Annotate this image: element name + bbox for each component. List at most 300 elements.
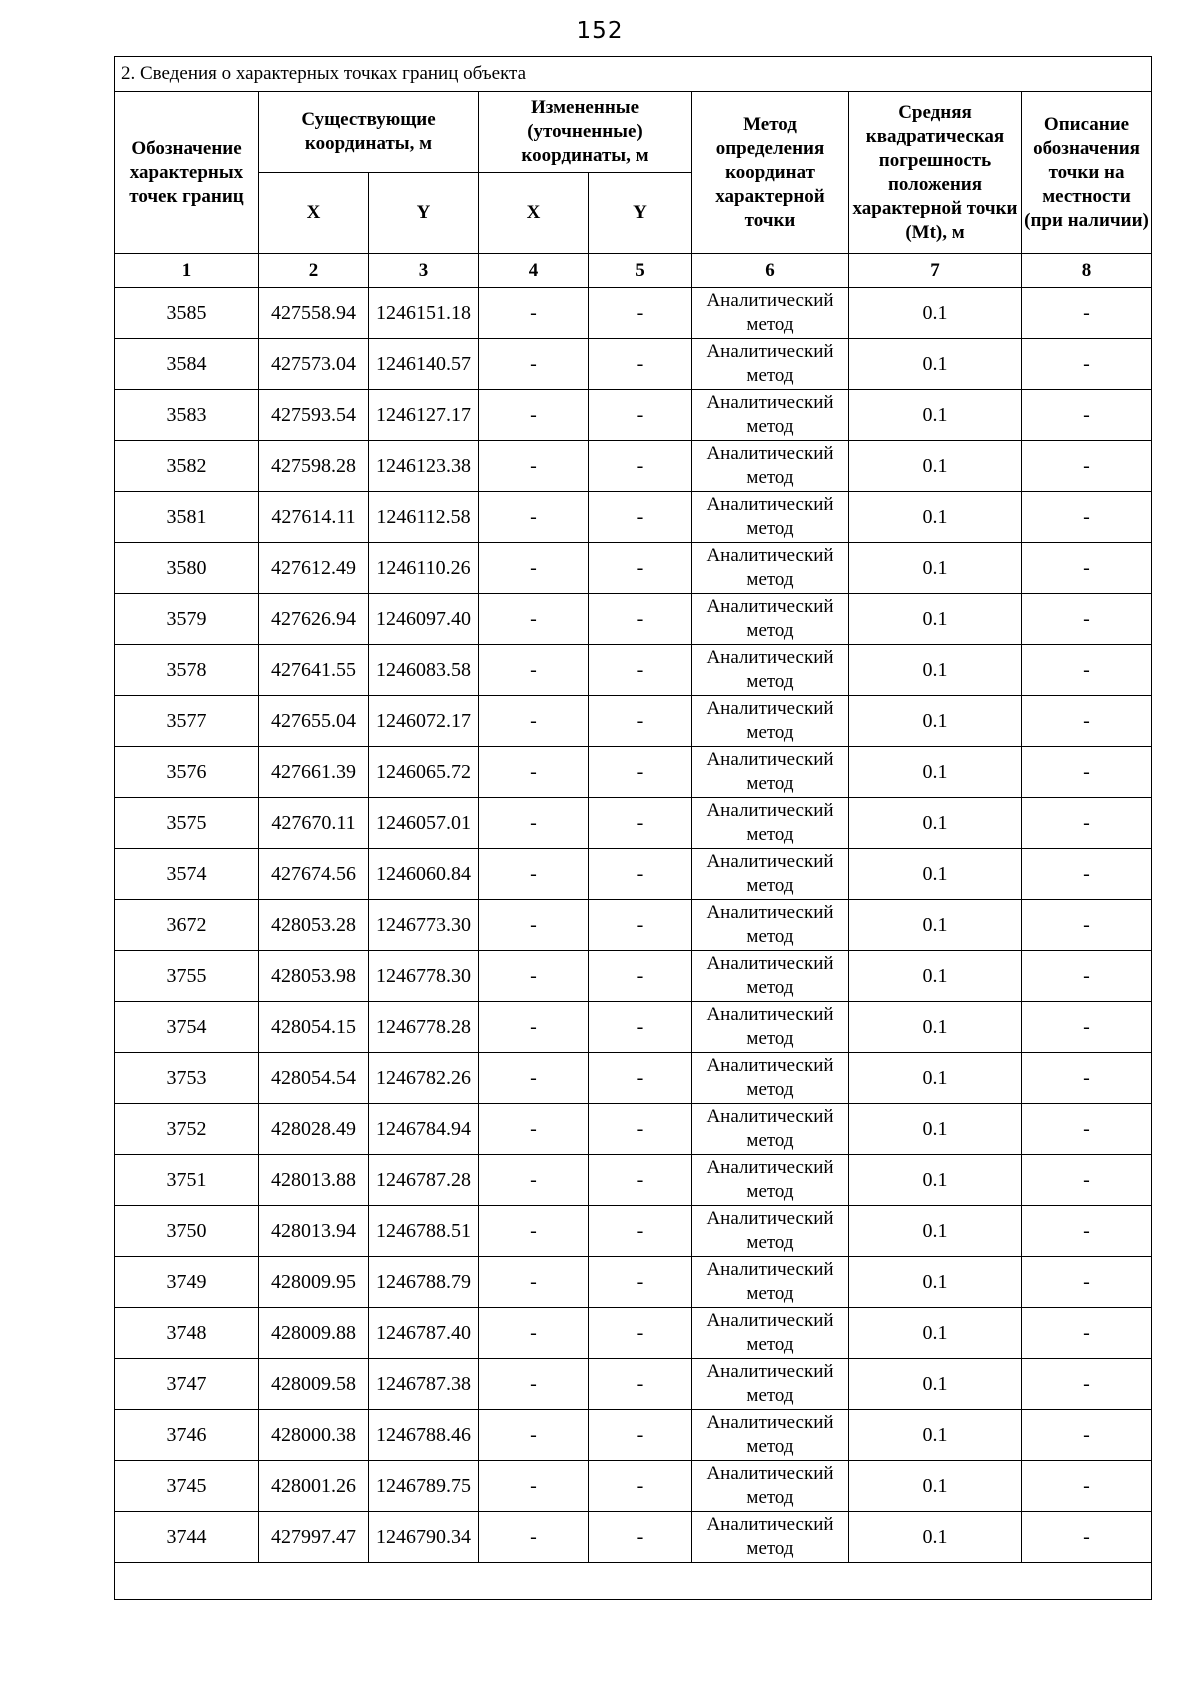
error-cell: 0.1 xyxy=(849,645,1022,696)
changed-x-cell: - xyxy=(479,1053,589,1104)
table-row xyxy=(115,1053,1152,1104)
method-cell xyxy=(692,390,849,441)
existing-y-cell: 1246127.17 xyxy=(369,390,479,441)
changed-y-cell: - xyxy=(589,696,692,747)
point-id-cell: 3753 xyxy=(115,1053,259,1104)
point-id-cell: 3755 xyxy=(115,951,259,1002)
existing-x-cell: 428001.26 xyxy=(259,1461,369,1512)
point-id-cell: 3575 xyxy=(115,798,259,849)
description-cell: - xyxy=(1022,1410,1152,1461)
description-cell: - xyxy=(1022,543,1152,594)
existing-x-cell: 428000.38 xyxy=(259,1410,369,1461)
changed-y-cell: - xyxy=(589,1002,692,1053)
method-line-2: метод xyxy=(746,1130,794,1151)
error-cell: 0.1 xyxy=(849,798,1022,849)
method-line-2: метод xyxy=(746,1181,794,1202)
point-id-cell: 3580 xyxy=(115,543,259,594)
point-id-cell: 3746 xyxy=(115,1410,259,1461)
existing-y-cell: 1246773.30 xyxy=(369,900,479,951)
error-cell: 0.1 xyxy=(849,1359,1022,1410)
method-line-1: Аналитический xyxy=(706,1004,834,1025)
description-cell: - xyxy=(1022,951,1152,1002)
method-line-1: Аналитический xyxy=(706,698,834,719)
method-cell xyxy=(692,1002,849,1053)
changed-x-cell: - xyxy=(479,1104,589,1155)
point-id-cell: 3584 xyxy=(115,339,259,390)
error-cell: 0.1 xyxy=(849,1512,1022,1563)
point-id-cell: 3752 xyxy=(115,1104,259,1155)
table-row xyxy=(115,1410,1152,1461)
method-line-1: Аналитический xyxy=(706,1514,834,1535)
column-number-row xyxy=(115,254,1152,288)
changed-y-cell: - xyxy=(589,849,692,900)
changed-y-cell: - xyxy=(589,594,692,645)
method-line-2: метод xyxy=(746,1436,794,1457)
existing-y-cell: 1246787.28 xyxy=(369,1155,479,1206)
table-row xyxy=(115,1155,1152,1206)
method-line-1: Аналитический xyxy=(706,596,834,617)
existing-y-cell: 1246787.40 xyxy=(369,1308,479,1359)
method-cell xyxy=(692,543,849,594)
column-number: 2 xyxy=(259,254,369,288)
table-row xyxy=(115,390,1152,441)
changed-y-cell: - xyxy=(589,441,692,492)
changed-x-cell: - xyxy=(479,747,589,798)
error-cell: 0.1 xyxy=(849,1002,1022,1053)
existing-x-cell: 428009.88 xyxy=(259,1308,369,1359)
error-cell: 0.1 xyxy=(849,900,1022,951)
changed-x-cell: - xyxy=(479,288,589,339)
point-id-cell: 3576 xyxy=(115,747,259,798)
column-number: 7 xyxy=(849,254,1022,288)
method-line-2: метод xyxy=(746,824,794,845)
table-row xyxy=(115,900,1152,951)
existing-y-cell: 1246784.94 xyxy=(369,1104,479,1155)
method-line-1: Аналитический xyxy=(706,545,834,566)
changed-y-cell: - xyxy=(589,951,692,1002)
column-number: 3 xyxy=(369,254,479,288)
changed-x-cell: - xyxy=(479,390,589,441)
method-line-2: метод xyxy=(746,467,794,488)
point-id-cell: 3754 xyxy=(115,1002,259,1053)
changed-x-cell: - xyxy=(479,1206,589,1257)
existing-x-cell: 428013.88 xyxy=(259,1155,369,1206)
method-line-2: метод xyxy=(746,365,794,386)
method-cell xyxy=(692,1155,849,1206)
existing-y-cell: 1246112.58 xyxy=(369,492,479,543)
column-number: 5 xyxy=(589,254,692,288)
method-line-1: Аналитический xyxy=(706,851,834,872)
method-line-1: Аналитический xyxy=(706,647,834,668)
error-cell: 0.1 xyxy=(849,594,1022,645)
existing-x-cell: 428013.94 xyxy=(259,1206,369,1257)
changed-x-cell: - xyxy=(479,900,589,951)
description-cell: - xyxy=(1022,645,1152,696)
header-changed-y: Y xyxy=(589,173,692,254)
changed-y-cell: - xyxy=(589,390,692,441)
error-cell: 0.1 xyxy=(849,492,1022,543)
table-row xyxy=(115,747,1152,798)
existing-y-cell: 1246140.57 xyxy=(369,339,479,390)
existing-y-cell: 1246782.26 xyxy=(369,1053,479,1104)
point-id-cell: 3582 xyxy=(115,441,259,492)
description-cell: - xyxy=(1022,1053,1152,1104)
description-cell: - xyxy=(1022,1308,1152,1359)
method-cell xyxy=(692,288,849,339)
error-cell: 0.1 xyxy=(849,288,1022,339)
point-id-cell: 3751 xyxy=(115,1155,259,1206)
changed-x-cell: - xyxy=(479,1410,589,1461)
error-cell: 0.1 xyxy=(849,390,1022,441)
point-id-cell: 3583 xyxy=(115,390,259,441)
method-cell xyxy=(692,900,849,951)
existing-x-cell: 427598.28 xyxy=(259,441,369,492)
changed-y-cell: - xyxy=(589,1410,692,1461)
changed-x-cell: - xyxy=(479,1002,589,1053)
method-cell xyxy=(692,1206,849,1257)
error-cell: 0.1 xyxy=(849,849,1022,900)
table-row xyxy=(115,594,1152,645)
existing-y-cell: 1246788.46 xyxy=(369,1410,479,1461)
existing-x-cell: 427997.47 xyxy=(259,1512,369,1563)
existing-y-cell: 1246778.30 xyxy=(369,951,479,1002)
boundary-points-table xyxy=(114,56,1152,1600)
table-row xyxy=(115,492,1152,543)
method-line-2: метод xyxy=(746,314,794,335)
method-line-2: метод xyxy=(746,620,794,641)
changed-x-cell: - xyxy=(479,1512,589,1563)
table-row xyxy=(115,696,1152,747)
changed-x-cell: - xyxy=(479,1155,589,1206)
existing-x-cell: 427593.54 xyxy=(259,390,369,441)
method-line-1: Аналитический xyxy=(706,1106,834,1127)
error-cell: 0.1 xyxy=(849,1206,1022,1257)
table-row xyxy=(115,798,1152,849)
point-id-cell: 3579 xyxy=(115,594,259,645)
method-line-2: метод xyxy=(746,926,794,947)
method-cell xyxy=(692,1461,849,1512)
changed-y-cell: - xyxy=(589,1359,692,1410)
method-line-2: метод xyxy=(746,773,794,794)
method-cell xyxy=(692,1512,849,1563)
method-line-1: Аналитический xyxy=(706,1412,834,1433)
point-id-cell: 3744 xyxy=(115,1512,259,1563)
description-cell: - xyxy=(1022,849,1152,900)
table-row xyxy=(115,339,1152,390)
error-cell: 0.1 xyxy=(849,696,1022,747)
point-id-cell: 3574 xyxy=(115,849,259,900)
table-caption: 2. Сведения о характерных точках границ объекта xyxy=(115,57,1152,92)
column-number: 4 xyxy=(479,254,589,288)
header-description: Описание обозначения точки на местности (при наличии) xyxy=(1022,92,1152,254)
point-id-cell: 3745 xyxy=(115,1461,259,1512)
method-line-2: метод xyxy=(746,1487,794,1508)
existing-y-cell: 1246778.28 xyxy=(369,1002,479,1053)
changed-y-cell: - xyxy=(589,1206,692,1257)
method-line-1: Аналитический xyxy=(706,800,834,821)
method-line-2: метод xyxy=(746,1538,794,1559)
method-line-2: метод xyxy=(746,1079,794,1100)
description-cell: - xyxy=(1022,339,1152,390)
existing-y-cell: 1246787.38 xyxy=(369,1359,479,1410)
header-method: Метод определения координат характерной точки xyxy=(692,92,849,254)
description-cell: - xyxy=(1022,798,1152,849)
table-row xyxy=(115,1002,1152,1053)
description-cell: - xyxy=(1022,1359,1152,1410)
point-id-cell: 3581 xyxy=(115,492,259,543)
description-cell: - xyxy=(1022,1002,1152,1053)
method-cell xyxy=(692,798,849,849)
method-line-1: Аналитический xyxy=(706,1310,834,1331)
changed-y-cell: - xyxy=(589,1104,692,1155)
description-cell: - xyxy=(1022,1155,1152,1206)
header-existing-x: X xyxy=(259,173,369,254)
existing-x-cell: 427641.55 xyxy=(259,645,369,696)
description-cell: - xyxy=(1022,747,1152,798)
table-row xyxy=(115,1512,1152,1563)
changed-x-cell: - xyxy=(479,1359,589,1410)
method-line-2: метод xyxy=(746,1334,794,1355)
changed-y-cell: - xyxy=(589,645,692,696)
method-line-1: Аналитический xyxy=(706,1361,834,1382)
description-cell: - xyxy=(1022,288,1152,339)
existing-x-cell: 427573.04 xyxy=(259,339,369,390)
existing-y-cell: 1246060.84 xyxy=(369,849,479,900)
changed-y-cell: - xyxy=(589,900,692,951)
description-cell: - xyxy=(1022,1104,1152,1155)
existing-y-cell: 1246789.75 xyxy=(369,1461,479,1512)
changed-x-cell: - xyxy=(479,1257,589,1308)
description-cell: - xyxy=(1022,900,1152,951)
description-cell: - xyxy=(1022,1257,1152,1308)
error-cell: 0.1 xyxy=(849,1308,1022,1359)
header-existing: Существующие координаты, м xyxy=(259,92,479,173)
changed-x-cell: - xyxy=(479,951,589,1002)
error-cell: 0.1 xyxy=(849,339,1022,390)
empty-cell xyxy=(115,1563,1152,1600)
table-row xyxy=(115,1308,1152,1359)
changed-y-cell: - xyxy=(589,1461,692,1512)
error-cell: 0.1 xyxy=(849,441,1022,492)
description-cell: - xyxy=(1022,594,1152,645)
description-cell: - xyxy=(1022,696,1152,747)
existing-y-cell: 1246788.79 xyxy=(369,1257,479,1308)
point-id-cell: 3578 xyxy=(115,645,259,696)
changed-x-cell: - xyxy=(479,849,589,900)
method-line-2: метод xyxy=(746,722,794,743)
existing-x-cell: 428053.98 xyxy=(259,951,369,1002)
existing-x-cell: 427670.11 xyxy=(259,798,369,849)
method-line-1: Аналитический xyxy=(706,1055,834,1076)
existing-y-cell: 1246065.72 xyxy=(369,747,479,798)
error-cell: 0.1 xyxy=(849,1410,1022,1461)
method-line-1: Аналитический xyxy=(706,341,834,362)
description-cell: - xyxy=(1022,390,1152,441)
header-changed-x: X xyxy=(479,173,589,254)
method-line-1: Аналитический xyxy=(706,392,834,413)
table-row xyxy=(115,288,1152,339)
error-cell: 0.1 xyxy=(849,543,1022,594)
table-row xyxy=(115,1206,1152,1257)
changed-y-cell: - xyxy=(589,1512,692,1563)
changed-x-cell: - xyxy=(479,594,589,645)
changed-y-cell: - xyxy=(589,1155,692,1206)
changed-y-cell: - xyxy=(589,492,692,543)
existing-y-cell: 1246788.51 xyxy=(369,1206,479,1257)
changed-x-cell: - xyxy=(479,696,589,747)
page-number: 152 xyxy=(576,18,624,44)
header-existing-y: Y xyxy=(369,173,479,254)
method-line-1: Аналитический xyxy=(706,902,834,923)
error-cell: 0.1 xyxy=(849,1461,1022,1512)
changed-y-cell: - xyxy=(589,288,692,339)
method-line-2: метод xyxy=(746,1385,794,1406)
method-line-2: метод xyxy=(746,1028,794,1049)
error-cell: 0.1 xyxy=(849,1155,1022,1206)
point-id-cell: 3749 xyxy=(115,1257,259,1308)
method-line-1: Аналитический xyxy=(706,1157,834,1178)
existing-y-cell: 1246790.34 xyxy=(369,1512,479,1563)
existing-y-cell: 1246057.01 xyxy=(369,798,479,849)
changed-y-cell: - xyxy=(589,1308,692,1359)
table-row xyxy=(115,1257,1152,1308)
changed-y-cell: - xyxy=(589,747,692,798)
error-cell: 0.1 xyxy=(849,1257,1022,1308)
changed-x-cell: - xyxy=(479,798,589,849)
point-id-cell: 3750 xyxy=(115,1206,259,1257)
method-cell xyxy=(692,747,849,798)
method-cell xyxy=(692,849,849,900)
point-id-cell: 3585 xyxy=(115,288,259,339)
method-cell xyxy=(692,1308,849,1359)
changed-x-cell: - xyxy=(479,492,589,543)
table-row xyxy=(115,441,1152,492)
method-line-1: Аналитический xyxy=(706,1208,834,1229)
method-line-2: метод xyxy=(746,569,794,590)
changed-y-cell: - xyxy=(589,798,692,849)
header-error: Средняя квадратическая погрешность положения характерной точки (Mt), м xyxy=(849,92,1022,254)
column-number: 1 xyxy=(115,254,259,288)
changed-x-cell: - xyxy=(479,1308,589,1359)
table-row xyxy=(115,1461,1152,1512)
method-line-1: Аналитический xyxy=(706,749,834,770)
method-cell xyxy=(692,951,849,1002)
existing-x-cell: 427661.39 xyxy=(259,747,369,798)
changed-y-cell: - xyxy=(589,1053,692,1104)
method-line-2: метод xyxy=(746,518,794,539)
method-cell xyxy=(692,1104,849,1155)
description-cell: - xyxy=(1022,492,1152,543)
table-row xyxy=(115,1104,1152,1155)
header-designation: Обозначение характерных точек границ xyxy=(115,92,259,254)
existing-x-cell: 428009.58 xyxy=(259,1359,369,1410)
method-line-1: Аналитический xyxy=(706,494,834,515)
method-cell xyxy=(692,441,849,492)
description-cell: - xyxy=(1022,1461,1152,1512)
method-cell xyxy=(692,594,849,645)
method-cell xyxy=(692,696,849,747)
point-id-cell: 3747 xyxy=(115,1359,259,1410)
changed-y-cell: - xyxy=(589,1257,692,1308)
error-cell: 0.1 xyxy=(849,1053,1022,1104)
method-line-1: Аналитический xyxy=(706,953,834,974)
existing-x-cell: 428053.28 xyxy=(259,900,369,951)
method-line-1: Аналитический xyxy=(706,1259,834,1280)
method-line-2: метод xyxy=(746,1232,794,1253)
column-number: 8 xyxy=(1022,254,1152,288)
table-row xyxy=(115,1359,1152,1410)
existing-x-cell: 428054.15 xyxy=(259,1002,369,1053)
error-cell: 0.1 xyxy=(849,747,1022,798)
existing-x-cell: 427614.11 xyxy=(259,492,369,543)
existing-y-cell: 1246151.18 xyxy=(369,288,479,339)
table-row xyxy=(115,645,1152,696)
method-cell xyxy=(692,1053,849,1104)
method-line-2: метод xyxy=(746,416,794,437)
existing-x-cell: 427655.04 xyxy=(259,696,369,747)
changed-y-cell: - xyxy=(589,543,692,594)
existing-x-cell: 428009.95 xyxy=(259,1257,369,1308)
method-line-1: Аналитический xyxy=(706,290,834,311)
changed-y-cell: - xyxy=(589,339,692,390)
existing-x-cell: 427674.56 xyxy=(259,849,369,900)
method-line-2: метод xyxy=(746,977,794,998)
changed-x-cell: - xyxy=(479,339,589,390)
method-line-1: Аналитический xyxy=(706,1463,834,1484)
description-cell: - xyxy=(1022,1512,1152,1563)
point-id-cell: 3577 xyxy=(115,696,259,747)
column-number: 6 xyxy=(692,254,849,288)
description-cell: - xyxy=(1022,441,1152,492)
error-cell: 0.1 xyxy=(849,951,1022,1002)
description-cell: - xyxy=(1022,1206,1152,1257)
method-line-1: Аналитический xyxy=(706,443,834,464)
changed-x-cell: - xyxy=(479,441,589,492)
existing-y-cell: 1246072.17 xyxy=(369,696,479,747)
existing-y-cell: 1246123.38 xyxy=(369,441,479,492)
table-row xyxy=(115,849,1152,900)
existing-x-cell: 427612.49 xyxy=(259,543,369,594)
method-cell xyxy=(692,339,849,390)
existing-y-cell: 1246083.58 xyxy=(369,645,479,696)
method-cell xyxy=(692,645,849,696)
point-id-cell: 3748 xyxy=(115,1308,259,1359)
method-cell xyxy=(692,1257,849,1308)
error-cell: 0.1 xyxy=(849,1104,1022,1155)
existing-y-cell: 1246110.26 xyxy=(369,543,479,594)
existing-x-cell: 427626.94 xyxy=(259,594,369,645)
table-row xyxy=(115,951,1152,1002)
changed-x-cell: - xyxy=(479,543,589,594)
existing-x-cell: 428028.49 xyxy=(259,1104,369,1155)
method-cell xyxy=(692,492,849,543)
existing-x-cell: 428054.54 xyxy=(259,1053,369,1104)
existing-x-cell: 427558.94 xyxy=(259,288,369,339)
method-line-2: метод xyxy=(746,875,794,896)
existing-y-cell: 1246097.40 xyxy=(369,594,479,645)
method-line-2: метод xyxy=(746,1283,794,1304)
empty-row xyxy=(115,1563,1152,1600)
changed-x-cell: - xyxy=(479,645,589,696)
method-cell xyxy=(692,1410,849,1461)
changed-x-cell: - xyxy=(479,1461,589,1512)
table-row xyxy=(115,543,1152,594)
table-body xyxy=(115,288,1152,1563)
method-cell xyxy=(692,1359,849,1410)
method-line-2: метод xyxy=(746,671,794,692)
header-changed: Измененные (уточненные) координаты, м xyxy=(479,92,692,173)
point-id-cell: 3672 xyxy=(115,900,259,951)
